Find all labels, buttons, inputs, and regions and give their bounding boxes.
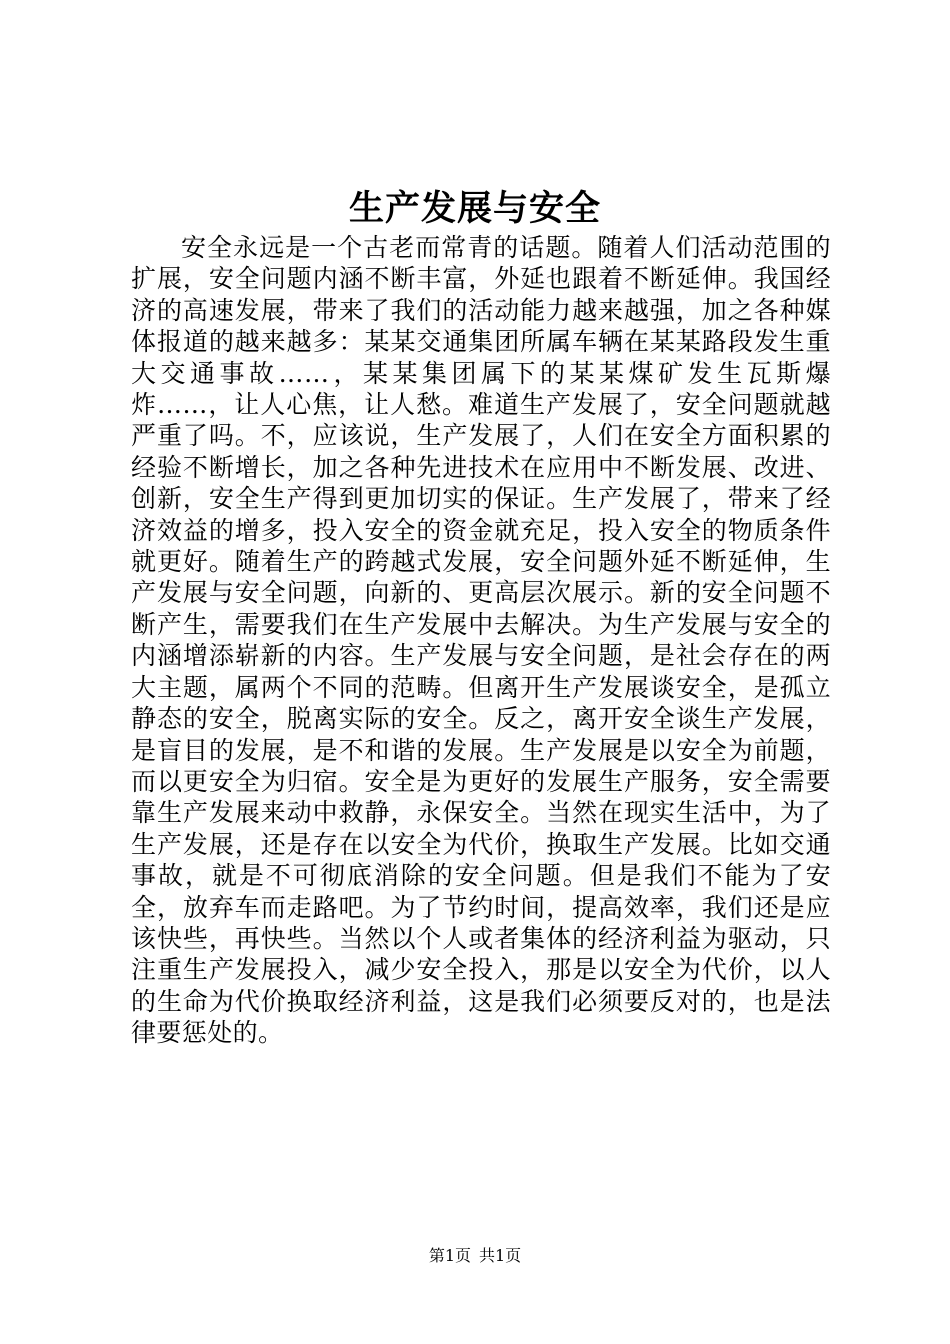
document-title: 生产发展与安全 <box>348 188 601 229</box>
page-footer <box>0 1244 950 1268</box>
page-total: 共1页 <box>479 1246 522 1265</box>
body-paragraph: 安全永远是一个古老而常青的话题。随着人们活动范围的扩展，安全问题内涵不断丰富，外延也跟着不断延伸。我国经济的高速发展，带来了我们的活动能力越来越强，加之各种媒体报道的越来越多：某某交通集团所属车辆在某某路段发生重大交通事故……，某某集团属下的某某煤矿发生瓦斯爆炸……，让人心焦，让人愁。难道生产发展了，安全问题就越严重了吗。不，应该说，生产发展了，人们在安全方面积累的经验不断增长，加之各种先进技术在应用中不断发展、改进、创新，安全生产得到更加切实的保证。生产发展了，带来了经济效益的增多，投入安全的资金就充足，投入安全的物质条件就更好。随着生产的跨越式发展，安全问题外延不断延伸，生产发展与安全问题，向新的、更高层次展示。新的安全问题不断产生，需要我们在生产发展中去解决。为生产发展与安全的内涵增添崭新的内容。生产发展与安全问题，是社会存在的两大主题，属两个不同的范畴。但离开生产发展谈安全，是孤立静态的安全，脱离实际的安全。反之，离开安全谈生产发展，是盲目的发展，是不和谐的发展。生产发展是以安全为前题，而以更安全为归宿。安全是为更好的发展生产服务，安全需要靠生产发展来动中救静，永保安全。当然在现实生活中，为了生产发展，还是存在以安全为代价，换取生产发展。比如交通事故，就是不可彻底消除的安全问题。但是我们不能为了安全，放弃车而走路吧。为了节约时间，提高效率，我们还是应该快些，再快些。当然以个人或者集体的经济利益为驱动，只注重生产发展投入，减少安全投入，那是以安全为代价，以人的生命为代价换取经济利益，这是我们必须要反对的，也是法律要惩处的。 <box>131 233 831 1048</box>
page-number: 第1页 <box>428 1246 471 1265</box>
